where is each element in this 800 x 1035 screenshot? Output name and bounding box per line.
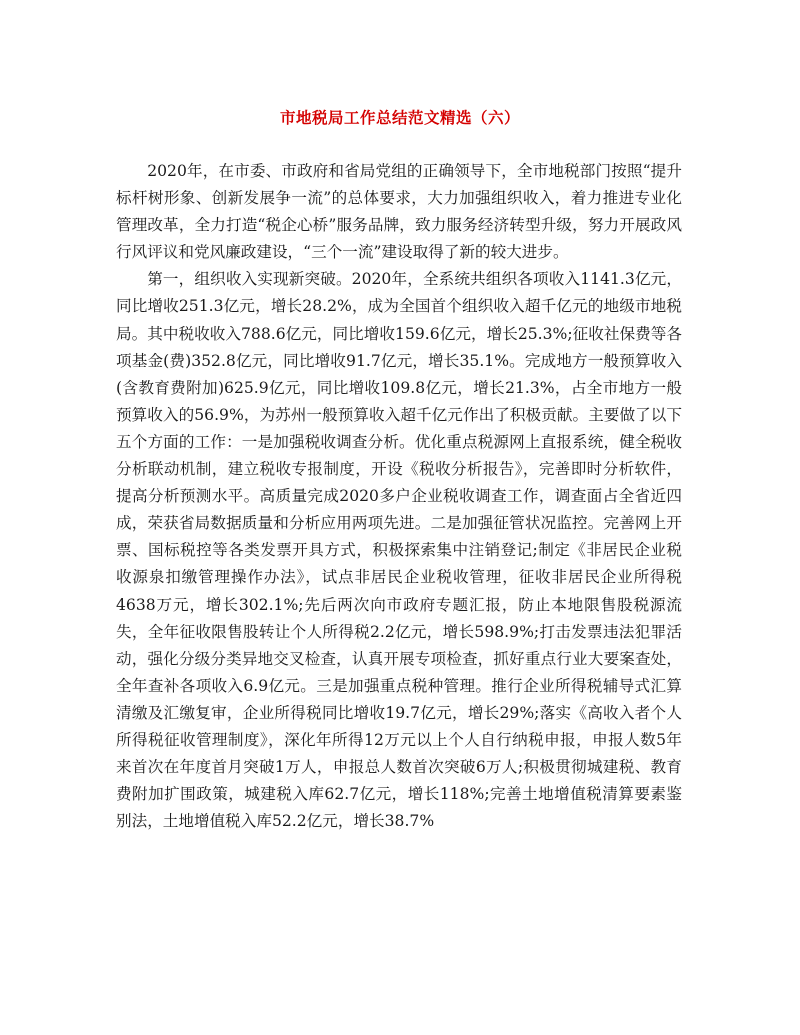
- document-title: 市地税局工作总结范文精选（六）: [279, 108, 520, 127]
- document-body: [116, 158, 682, 835]
- paragraph-intro: 2020年，在市委、市政府和省局党组的正确领导下，全市地税部门按照“提升标杆树形象、创新发展争一流”的总体要求，大力加强组织收入，着力推进专业化管理改革，全力打造“税企心桥”服务品牌，致力服务经济转型升级，努力开展政风行风评议和党风廉政建设，“三个一流”建设取得了新的较大进步。: [116, 162, 682, 262]
- paragraph-revenue: 第一，组织收入实现新突破。2020年，全系统共组织各项收入1141.3亿元，同比增收251.3亿元，增长28.2%，成为全国首个组织收入超千亿元的地级市地税局。其中税收收入788.6亿元，同比增收159.6亿元，增长25.3%;征收社保费等各项基金(费)352.8亿元，同比增收91.7亿元，增长35.1%。完成地方一般预算收入(含教育费附加)625.9亿元，同比增收109.8亿元，增长21.3%，占全市地方一般预算收入的56.9%，为苏州一般预算收入超千亿元作出了积极贡献。主要做了以下五个方面的工作：一是加强税收调查分析。优化重点税源网上直报系统，健全税收分析联动机制，建立税收专报制度，开设《税收分析报告》，完善即时分析软件，提高分析预测水平。高质量完成2020多户企业税收调查工作，调查面占全省近四成，荣获省局数据质量和分析应用两项先进。二是加强征管状况监控。完善网上开票、国标税控等各类发票开具方式，积极探索集中注销登记;制定《非居民企业税收源泉扣缴管理操作办法》，试点非居民企业税收管理，征收非居民企业所得税4638万元，增长302.1%;先后两次向市政府专题汇报，防止本地限售股税源流失，全年征收限售股转让个人所得税2.2亿元，增长598.9%;打击发票违法犯罪活动，强化分级分类异地交叉检查，认真开展专项检查，抓好重点行业大要案查处，全年查补各项收入6.9亿元。三是加强重点税种管理。推行企业所得税辅导式汇算清缴及汇缴复审，企业所得税同比增收19.7亿元，增长29%;落实《高收入者个人所得税征收管理制度》，深化年所得12万元以上个人自行纳税申报，申报人数5年来首次在年度首月突破1万人，申报总人数首次突破6万人;积极贯彻城建税、教育费附加扩围政策，城建税入库62.7亿元，增长118%;完善土地增值税清算要素鉴别法，土地增值税入库52.2亿元，增长38.7%: [116, 270, 682, 831]
